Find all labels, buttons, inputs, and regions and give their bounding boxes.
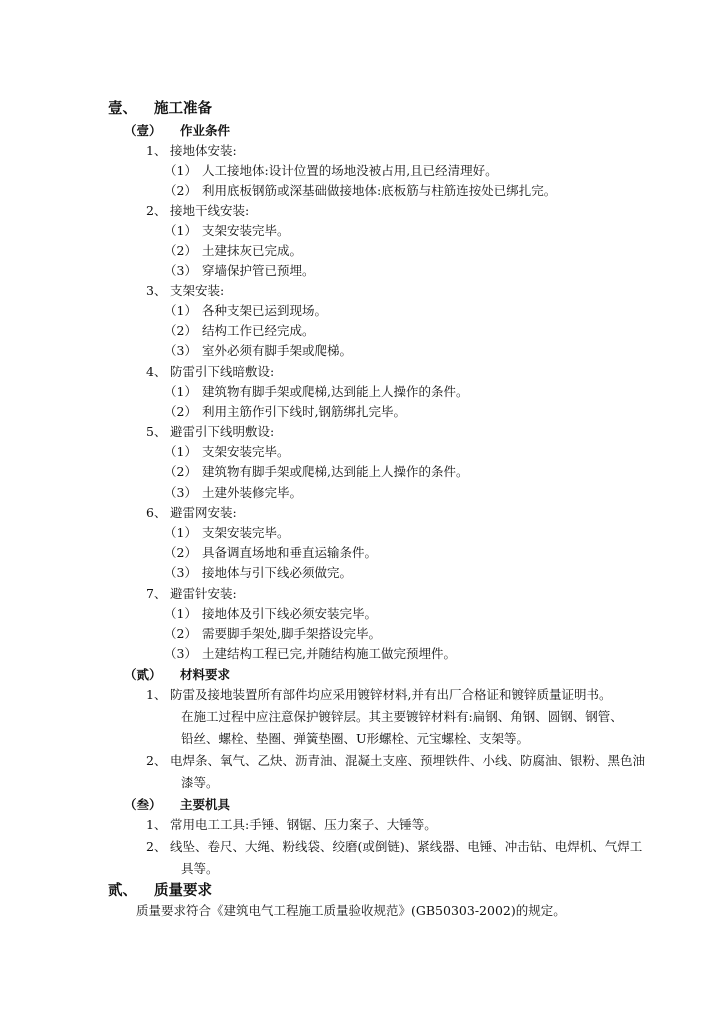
item-text: 防雷及接地装置所有部件均应采用镀锌材料,并有出厂合格证和镀锌质量证明书。 [170,687,612,702]
list-item [146,203,249,219]
sub-item-number: （2） [164,626,197,641]
list-item [146,687,611,703]
sub-item [164,545,377,561]
sub-item-number: （3） [164,343,197,358]
subsection-heading [124,667,230,683]
sub-item-text: 土建外装修完毕。 [202,485,303,500]
sub-item-number: （1） [164,223,197,238]
subsection-heading [124,797,230,813]
subsection-title: 主要机具 [180,797,231,812]
sub-item-text: 具备调直场地和垂直运输条件。 [202,545,378,560]
sub-item-text: 各种支架已运到现场。 [202,303,328,318]
item-number: 3、 [146,283,167,298]
section-number: 壹、 [108,101,137,117]
sub-item [164,183,556,199]
sub-item-number: （2） [164,183,197,198]
sub-item [164,525,290,541]
sub-item-text: 需要脚手架处,脚手架搭设完毕。 [202,626,381,641]
sub-item-text: 土建结构工程已完,并随结构施工做完预埋件。 [202,646,456,661]
sub-item [164,323,315,339]
item-number: 7、 [146,586,167,601]
sub-item-number: （1） [164,606,197,621]
list-item [146,817,437,833]
subsection-number: （壹） [124,123,162,138]
item-number: 2、 [146,839,167,854]
item-text: 防雷引下线暗敷设: [170,364,275,379]
item-number: 2、 [146,203,167,218]
list-item [146,839,642,855]
sub-item-number: （1） [164,384,197,399]
item-text: 接地体安装: [170,143,237,158]
sub-item [164,565,352,581]
sub-item [164,243,302,259]
item-number: 5、 [146,424,167,439]
item-continuation: 漆等。 [181,775,219,790]
sub-item [164,464,468,480]
item-text: 避雷针安装: [170,586,237,601]
sub-item-text: 人工接地体:设计位置的场地没被占用,且已经清理好。 [202,163,498,178]
item-text: 常用电工工具:手锤、钢锯、压力案子、大锤等。 [170,817,437,832]
sub-item [164,223,290,239]
sub-item [164,444,290,460]
sub-item-text: 支架安装完毕。 [202,444,290,459]
sub-item [164,404,406,420]
sub-item-text: 结构工作已经完成。 [202,323,315,338]
sub-item-number: （3） [164,485,197,500]
section-heading [108,882,212,900]
sub-item [164,303,327,319]
sub-item-text: 接地体与引下线必须做完。 [202,565,353,580]
section-title: 质量要求 [154,883,212,899]
sub-item [164,606,377,622]
section-heading [108,100,212,118]
sub-item-number: （3） [164,646,197,661]
sub-item-text: 支架安装完毕。 [202,525,290,540]
sub-item [164,163,498,179]
sub-item [164,384,468,400]
list-item [146,364,274,380]
sub-item-text: 支架安装完毕。 [202,223,290,238]
list-item [146,586,237,602]
item-number: 2、 [146,753,167,768]
sub-item-text: 土建抹灰已完成。 [202,243,303,258]
sub-item-text: 建筑物有脚手架或爬梯,达到能上人操作的条件。 [202,464,469,479]
sub-item-number: （1） [164,303,197,318]
item-text: 避雷引下线明敷设: [170,424,275,439]
section-title: 施工准备 [154,101,212,117]
section-number: 贰、 [108,883,137,899]
list-item [146,505,237,521]
item-text: 接地干线安装: [170,203,250,218]
item-text: 避雷网安装: [170,505,237,520]
list-item [146,753,645,769]
item-text: 电焊条、氧气、乙炔、沥青油、混凝土支座、预埋铁件、小线、防腐油、银粉、黑色油 [170,753,646,768]
paragraph: 质量要求符合《建筑电气工程施工质量验收规范》(GB50303-2002)的规定。 [136,903,566,918]
item-continuation: 在施工过程中应注意保护镀锌层。其主要镀锌材料有:扁钢、角钢、圆钢、钢管、 [181,709,623,724]
sub-item-text: 利用主筋作引下线时,钢筋绑扎完毕。 [202,404,406,419]
item-text: 支架安装: [170,283,225,298]
sub-item-number: （2） [164,323,197,338]
sub-item [164,626,381,642]
sub-item-text: 穿墙保护管已预埋。 [202,263,315,278]
sub-item [164,343,352,359]
sub-item [164,263,315,279]
sub-item [164,646,456,662]
sub-item-number: （2） [164,464,197,479]
sub-item [164,485,302,501]
subsection-title: 材料要求 [180,667,231,682]
sub-item-number: （3） [164,565,197,580]
list-item [146,283,224,299]
subsection-number: （叁） [124,797,162,812]
sub-item-number: （1） [164,444,197,459]
item-number: 6、 [146,505,167,520]
item-number: 1、 [146,143,167,158]
item-continuation: 具等。 [181,861,219,876]
sub-item-text: 利用底板钢筋或深基础做接地体:底板筋与柱筋连按处已绑扎完。 [202,183,557,198]
sub-item-number: （1） [164,163,197,178]
item-number: 1、 [146,817,167,832]
subsection-title: 作业条件 [180,123,231,138]
list-item [146,424,274,440]
list-item [146,143,237,159]
subsection-heading [124,123,230,139]
sub-item-text: 室外必须有脚手架或爬梯。 [202,343,353,358]
sub-item-number: （2） [164,545,197,560]
sub-item-number: （2） [164,243,197,258]
sub-item-number: （2） [164,404,197,419]
subsection-number: （贰） [124,667,162,682]
item-continuation: 铅丝、螺栓、垫圈、弹簧垫圈、U形螺栓、元宝螺栓、支架等。 [181,731,530,746]
sub-item-number: （3） [164,263,197,278]
item-text: 线坠、卷尺、大绳、粉线袋、绞磨(或倒链)、紧线器、电锤、冲击钻、电焊机、气焊工 [170,839,643,854]
item-number: 1、 [146,687,167,702]
sub-item-text: 建筑物有脚手架或爬梯,达到能上人操作的条件。 [202,384,469,399]
sub-item-number: （1） [164,525,197,540]
sub-item-text: 接地体及引下线必须安装完毕。 [202,606,378,621]
item-number: 4、 [146,364,167,379]
